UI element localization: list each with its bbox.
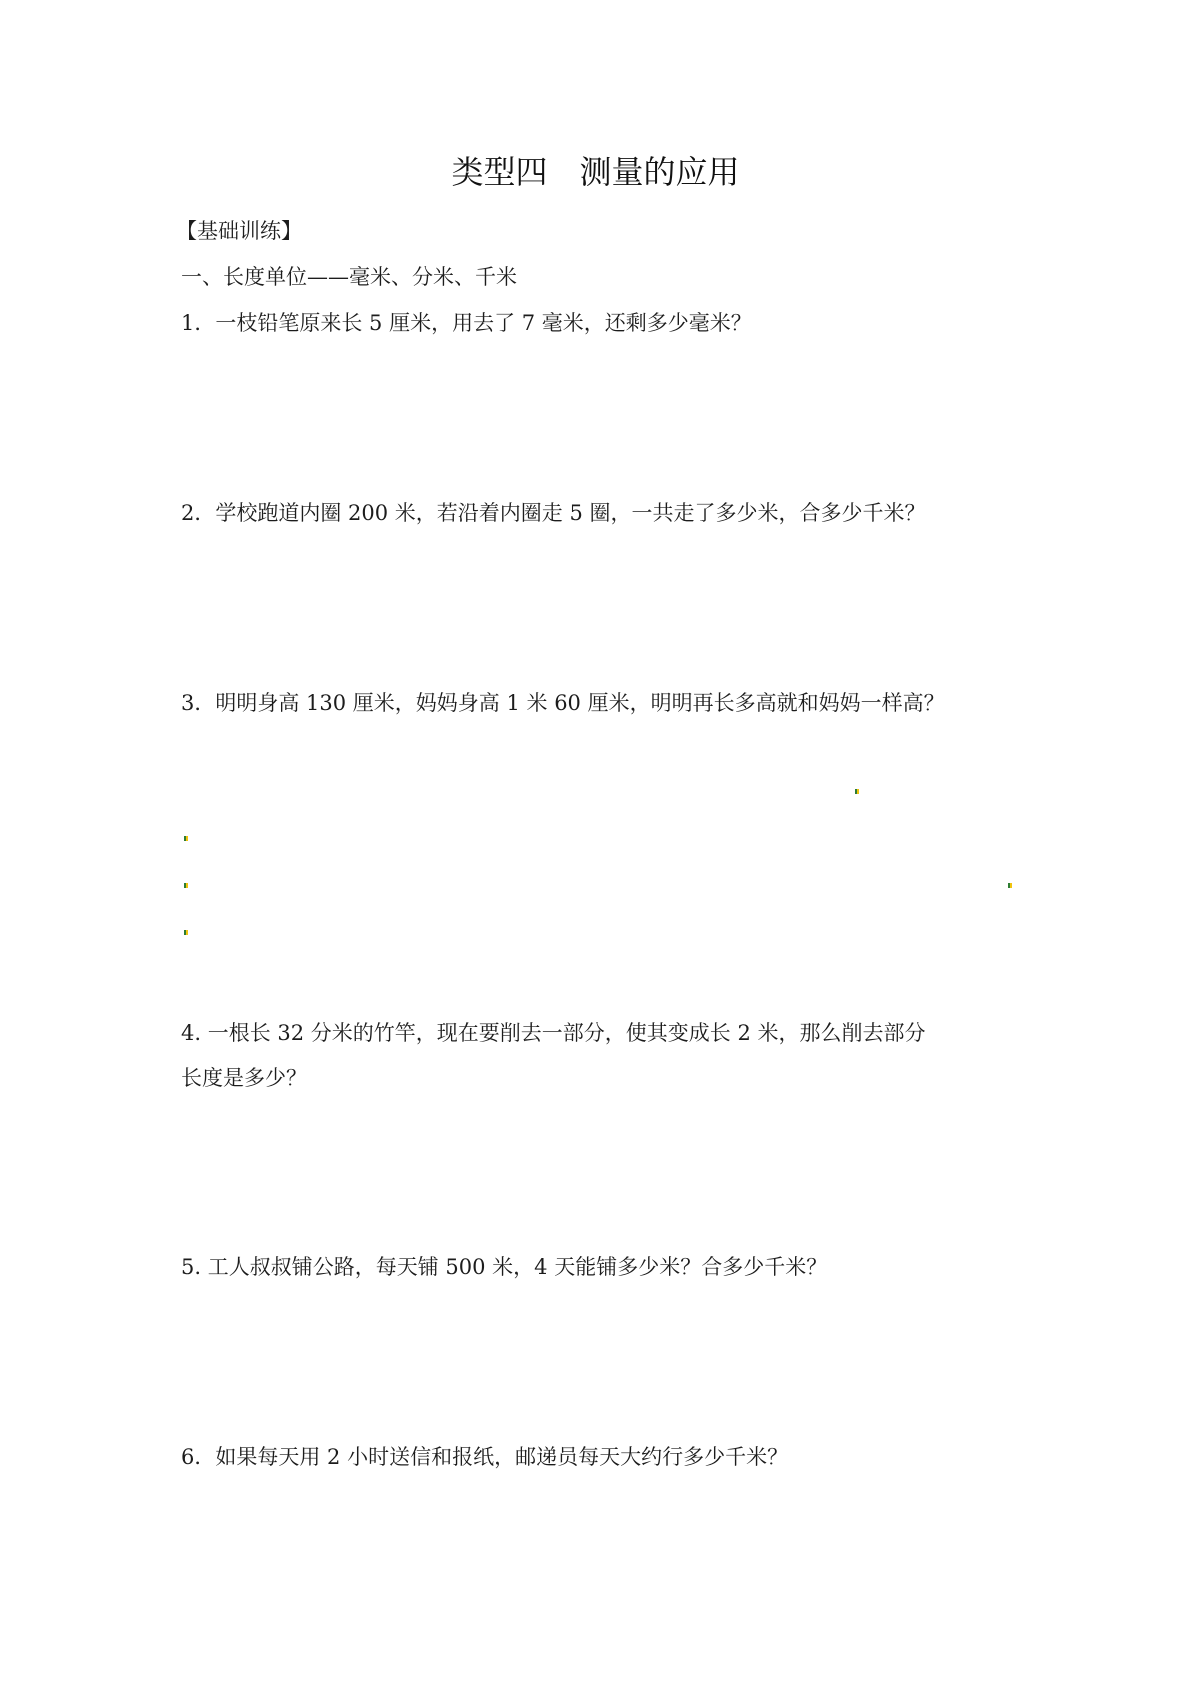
question-text: 一枝铅笔原来长 5 厘米，用去了 7 毫米，还剩多少毫米？ — [215, 311, 752, 335]
subsection-heading: 一、长度单位——毫米、分米、千米 — [181, 265, 517, 289]
question-text: 如果每天用 2 小时送信和报纸，邮递员每天大约行多少千米？ — [215, 1445, 789, 1469]
page-title: 类型四 测量的应用 — [451, 153, 740, 191]
question-1 — [181, 308, 752, 338]
question-4 — [181, 1018, 926, 1048]
anchor-mark-icon — [1008, 883, 1012, 888]
question-4-continued: 长度是多少？ — [181, 1066, 307, 1090]
question-text: 学校跑道内圈 200 米，若沿着内圈走 5 圈，一共走了多少米，合多少千米？ — [215, 501, 926, 525]
anchor-mark-icon — [184, 836, 188, 841]
question-5 — [181, 1252, 827, 1282]
question-number: 4. — [181, 1021, 202, 1045]
question-number: 1． — [181, 311, 216, 335]
question-number: 6． — [181, 1445, 216, 1469]
question-2 — [181, 498, 926, 528]
anchor-mark-icon — [184, 883, 188, 888]
anchor-mark-icon — [184, 930, 188, 935]
question-number: 3． — [181, 691, 216, 715]
section-label: 【基础训练】 — [176, 219, 302, 243]
question-3 — [181, 688, 945, 718]
question-6 — [181, 1442, 788, 1472]
question-number: 5. — [181, 1255, 202, 1279]
question-text: 工人叔叔铺公路，每天铺 500 米，4 天能铺多少米？合多少千米？ — [207, 1255, 828, 1279]
question-number: 2． — [181, 501, 216, 525]
anchor-mark-icon — [855, 789, 859, 794]
question-text: 一根长 32 分米的竹竿，现在要削去一部分，使其变成长 2 米，那么削去部分 — [207, 1021, 926, 1045]
question-text: 明明身高 130 厘米，妈妈身高 1 米 60 厘米，明明再长多高就和妈妈一样高？ — [215, 691, 945, 715]
